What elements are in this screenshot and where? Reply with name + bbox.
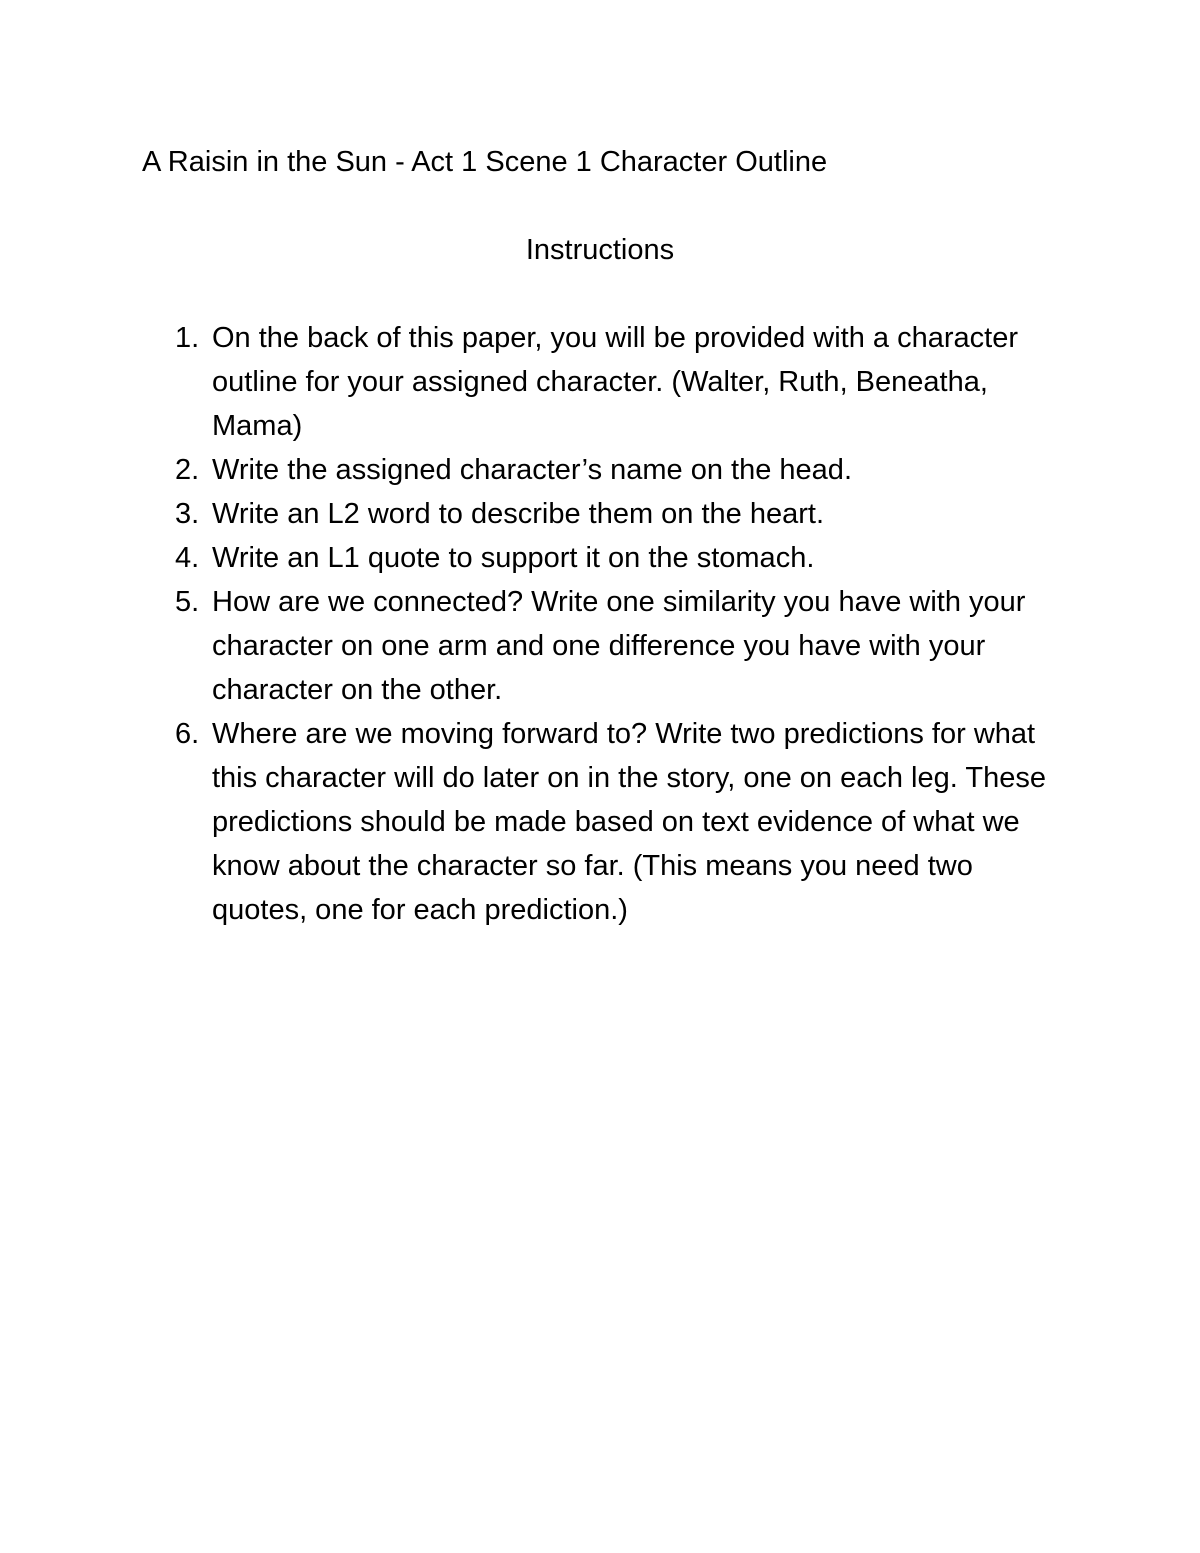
instruction-number: 3. bbox=[175, 498, 200, 530]
instructions-heading: Instructions bbox=[525, 234, 675, 266]
instruction-number: 2. bbox=[175, 454, 200, 486]
instruction-text: How are we connected? Write one similarity you have with your character on one arm and one difference you have with your character on the other. bbox=[212, 586, 1026, 706]
instruction-item bbox=[142, 448, 1062, 492]
instruction-text: On the back of this paper, you will be provided with a character outline for your assigned character. (Walter, Ruth, Beneatha, Mama) bbox=[212, 322, 1018, 442]
instruction-number: 6. bbox=[175, 718, 200, 750]
document-title: A Raisin in the Sun - Act 1 Scene 1 Character Outline bbox=[142, 146, 828, 178]
instruction-text: Write an L1 quote to support it on the stomach. bbox=[212, 542, 815, 574]
instruction-item bbox=[142, 316, 1062, 448]
instruction-text: Write the assigned character’s name on the head. bbox=[212, 454, 852, 486]
instructions-list bbox=[142, 316, 1062, 932]
instruction-item bbox=[142, 492, 1062, 536]
instruction-number: 1. bbox=[175, 322, 200, 354]
instruction-item bbox=[142, 712, 1062, 932]
instruction-number: 4. bbox=[175, 542, 200, 574]
instruction-item bbox=[142, 536, 1062, 580]
instruction-number: 5. bbox=[175, 586, 200, 618]
instruction-text: Where are we moving forward to? Write two predictions for what this character will do later on in the story, one on each leg. These predictions should be made based on text evidence of what we know about the character so far. (This means you need two quotes, one for each prediction.) bbox=[212, 718, 1046, 926]
instruction-item bbox=[142, 580, 1062, 712]
instruction-text: Write an L2 word to describe them on the heart. bbox=[212, 498, 825, 530]
